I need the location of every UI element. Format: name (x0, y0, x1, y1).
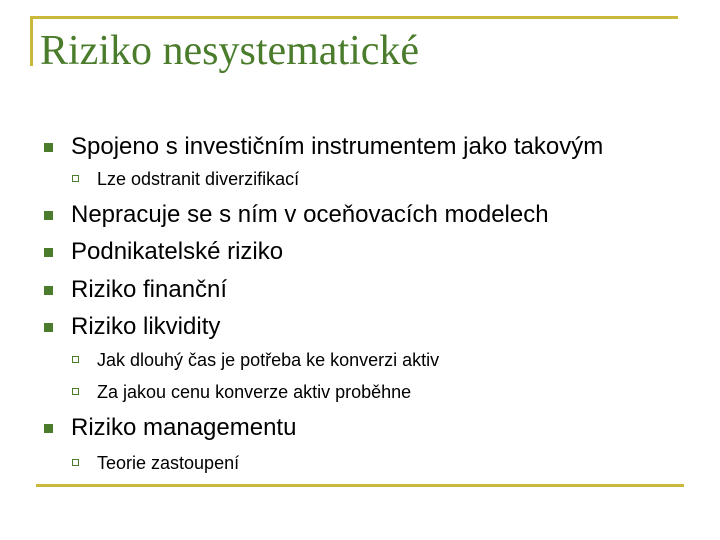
square-bullet-icon (44, 211, 53, 220)
sub-bullet-text: Lze odstranit diverzifikací (97, 169, 300, 189)
frame-top-line (30, 16, 678, 19)
hollow-square-bullet-icon (72, 388, 79, 395)
hollow-square-bullet-icon (72, 175, 79, 182)
bullet-text: Nepracuje se s ním v oceňovacích modelech (71, 201, 549, 228)
bullet-text: Spojeno s investičním instrumentem jako takovým (71, 133, 604, 160)
square-bullet-icon (44, 323, 53, 332)
slide-title: Riziko nesystematické (40, 28, 420, 74)
bullet-text: Podnikatelské riziko (71, 238, 284, 265)
sub-bullet-text: Teorie zastoupení (97, 453, 240, 473)
square-bullet-icon (44, 286, 53, 295)
bullet-text: Riziko managementu (71, 414, 297, 441)
square-bullet-icon (44, 424, 53, 433)
bullet-text: Riziko likvidity (71, 313, 221, 340)
sub-bullet-text: Za jakou cenu konverze aktiv proběhne (97, 382, 412, 402)
sub-bullet-text: Jak dlouhý čas je potřeba ke konverzi aktiv (97, 350, 440, 370)
square-bullet-icon (44, 248, 53, 257)
square-bullet-icon (44, 143, 53, 152)
hollow-square-bullet-icon (72, 459, 79, 466)
frame-bottom-line (36, 484, 684, 487)
frame-left-line (30, 16, 33, 66)
bullet-text: Riziko finanční (71, 276, 228, 303)
hollow-square-bullet-icon (72, 356, 79, 363)
